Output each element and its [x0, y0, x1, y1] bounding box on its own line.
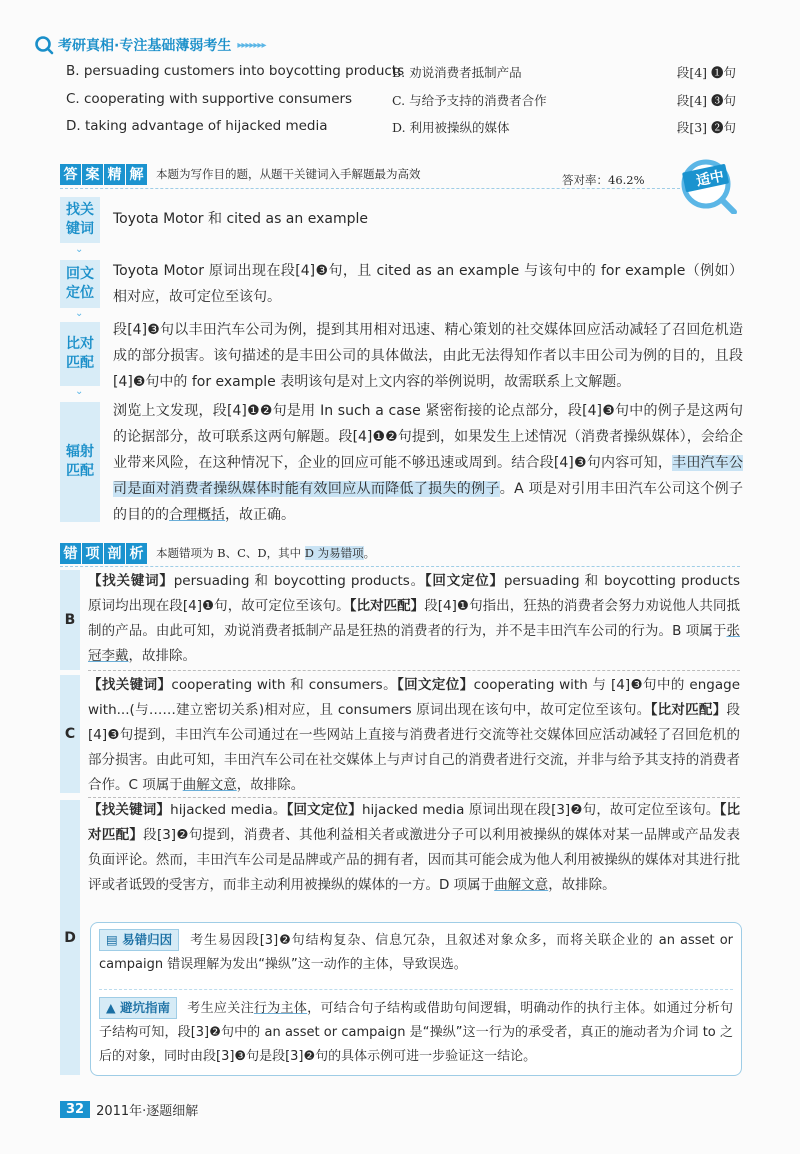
- difficulty-badge-label: 适中: [694, 168, 726, 190]
- step-text-compare: 段[4]❸句以丰田汽车公司为例，提到其用相对迅速、精心策划的社交媒体回应活动减轻了召回危机造成的部分损害。该句描述的是丰田公司的具体做法，由此无法得知作者以丰田公司为例的目的，且段[4]❸句中的 for example 表明该句是对上文内容的举例说明，故需联系上文解题。: [113, 322, 743, 390]
- option-location: 段[4] ❸句: [676, 93, 736, 108]
- text-run: ，可结合句子结构或借助句间逻辑，明确动作的执行主体。如通过分析句子结构可知，段[3]❷句中的 an asset or campaign 是“操纵”这一行为的承受者，真正的施动者为介词 to 之后的对象，同时由段[3]❸句是段[3]❷句的具体示例可进一步验证这一结论。: [99, 1001, 733, 1064]
- section-note: 本题为写作目的题，从题干关键词入手解题最为高效: [156, 167, 421, 181]
- option-c-analysis: [88, 673, 740, 798]
- option-zh: B. 劝说消费者抵制产品: [392, 65, 522, 80]
- chevron-down-icon: ⌄: [75, 244, 84, 255]
- text-run: hijacked media。: [170, 802, 287, 818]
- option-letter-d: D: [60, 800, 80, 1075]
- footer-text: 2011年·逐题细解: [96, 1104, 199, 1119]
- page-footer: [60, 1100, 198, 1119]
- label-line: 比对: [66, 336, 94, 352]
- text-run: 考生应关注: [186, 1001, 254, 1016]
- tag: 【回文定位】: [396, 677, 474, 693]
- chart-icon: ▤: [106, 932, 123, 947]
- tag: 【找关键词】: [88, 677, 172, 693]
- text-run: ，故排除。: [236, 777, 305, 793]
- option-letter-b: B: [60, 570, 80, 670]
- section-char: 项: [82, 543, 103, 564]
- underlined-text: 合理概括: [169, 507, 225, 523]
- tag: 【找关键词】: [88, 573, 174, 589]
- accuracy-rate: 答对率：46.2%: [562, 173, 645, 187]
- section-char: 剖: [104, 543, 125, 564]
- underlined-text: 行为主体: [253, 1001, 308, 1016]
- tip-tag-label: 易错归因: [122, 932, 173, 947]
- chevron-down-icon: ⌄: [75, 308, 84, 319]
- text-run: 浏览上文发现，段[4]❶❷句是用 In such a case 紧密衔接的论点部分，段[4]❸句中的例子是这两句的论据部分，故可联系这两句解题。段[4]❶❷句提到，如果发生上述情况（消费者操纵媒体），会给企业带来风险，在这种情况下，企业的回应可能不够迅速或周到。结合段[4]❸句内容可知，: [113, 403, 743, 471]
- chevron-down-icon: ⌄: [75, 386, 84, 397]
- tip-tag-label: 避坑指南: [119, 1000, 170, 1015]
- label-line: 找关: [66, 202, 94, 218]
- text-run: 。A 项是对引用丰田汽车公司这个例子的目的的: [113, 481, 744, 523]
- text-run: hijacked media 原词出现在段[3]❷句，故可定位至该句。: [361, 802, 720, 818]
- book-header: [34, 34, 265, 56]
- step-label-keywords: [60, 197, 100, 243]
- magnifier-logo-icon: [34, 35, 54, 55]
- header-arrows: ▸▸▸▸▸▸▸: [237, 39, 266, 51]
- text-run: ，故排除。: [548, 877, 616, 893]
- underlined-text: 曲解文意: [182, 777, 237, 793]
- text-run: cooperating with 和 consumers。: [171, 677, 397, 693]
- option-d-analysis: [88, 798, 740, 898]
- section-char: 解: [126, 164, 147, 185]
- section-char: 析: [126, 543, 147, 564]
- text-run: 段[3]❷句提到，消费者、其他利益相关者或激进分子可以利用被操纵的媒体对某一品牌或产品发表负面评论。然而，丰田汽车公司是品牌或产品的拥有者，因而其可能会成为他人利用被操纵的媒体对其进行批评或者诋毁的受害方，而非主动利用被操纵的媒体的一方。D 项属于: [88, 827, 740, 893]
- label-line: 辐射: [66, 444, 94, 460]
- tip-box: [90, 922, 742, 1076]
- highlighted-text: 丰田汽车公司是面对消费者操纵媒体时能有效回应从而降低了损失的例子: [113, 455, 744, 497]
- tip-tag: [99, 997, 177, 1019]
- option-zh: D. 利用被操纵的媒体: [392, 120, 510, 135]
- step-label-radiate: [60, 402, 100, 522]
- text-run: cooperating with 与 [4]❸句中的 engage with...(与……建立密切关系)相对应，且 consumers 原词出现在该句中，故可定位至该句。: [88, 677, 741, 718]
- option-location: 段[4] ❶句: [676, 65, 736, 80]
- answer-section-header: [60, 163, 421, 185]
- warning-icon: ▲: [106, 1000, 120, 1015]
- option-en: B. persuading customers into boycotting products: [66, 63, 405, 79]
- tag: 【比对匹配】: [349, 598, 425, 614]
- tag: 【回文定位】: [286, 802, 362, 818]
- option-c-row: [66, 91, 736, 113]
- tip-tag: [99, 929, 179, 951]
- section-char: 案: [82, 164, 103, 185]
- option-letter-c: C: [60, 675, 80, 793]
- error-section-header: [60, 542, 375, 564]
- option-location: 段[3] ❷句: [676, 120, 736, 135]
- divider: [99, 989, 733, 990]
- tag: 【找关键词】: [88, 802, 171, 818]
- text-run: ，故排除。: [128, 648, 196, 664]
- tag: 【比对匹配】: [88, 802, 741, 843]
- section-divider: [60, 188, 680, 190]
- step-text-locate: Toyota Motor 原词出现在段[4]❸句，且 cited as an example 与该句中的 for example（例如）相对应，故可定位至该句。: [113, 263, 743, 305]
- section-char: 错: [60, 543, 81, 564]
- option-d-row: [66, 118, 736, 140]
- step-label-locate: [60, 260, 100, 308]
- label-line: 键词: [66, 221, 94, 237]
- section-note: [156, 545, 375, 561]
- step-text-radiate: [113, 398, 743, 528]
- highlighted-text: D 为易错项: [304, 546, 364, 560]
- tip-text: 考生易因段[3]❷句结构复杂、信息冗杂，且叙述对象众多，而将关联企业的 an asset or campaign 错误理解为发出“操纵”这一动作的主体，导致误选。: [99, 933, 733, 972]
- label-line: 匹配: [66, 463, 94, 479]
- text-run: 本题错项为 B、C、D，其中: [156, 546, 305, 560]
- tip-avoid-guide: [99, 997, 733, 1069]
- step-text-keywords: Toyota Motor 和 cited as an example: [113, 211, 368, 227]
- option-en: D. taking advantage of hijacked media: [66, 118, 328, 134]
- step-label-compare: [60, 322, 100, 386]
- option-en: C. cooperating with supportive consumers: [66, 91, 353, 107]
- label-line: 匹配: [66, 355, 94, 371]
- text-run: 。: [363, 546, 376, 560]
- page-number: 32: [60, 1101, 90, 1118]
- section-divider: [60, 566, 740, 568]
- section-char: 答: [60, 164, 81, 185]
- section-char: 精: [104, 164, 125, 185]
- text-run: ，故正确。: [225, 507, 295, 523]
- option-zh: C. 与给予支持的消费者合作: [392, 93, 547, 108]
- text-run: persuading 和 boycotting products。: [173, 573, 425, 589]
- text-run: persuading 和 boycotting products 原词均出现在段[4]❶句，故可定位至该句。: [88, 573, 740, 614]
- text-run: 段[4]❸句提到，丰田汽车公司通过在一些网站上直接与消费者进行交流等社交媒体回应活动减轻了召回危机的部分损害。由此可知，丰田汽车公司在社交媒体上与声讨自己的消费者进行交流，并非与给予其支持的消费者合作。C 项属于: [88, 702, 740, 793]
- book-title: 考研真相·专注基础薄弱考生: [58, 38, 232, 54]
- divider: [88, 670, 740, 671]
- label-line: 定位: [66, 285, 94, 301]
- label-line: 回文: [66, 266, 94, 282]
- tag: 【比对匹配】: [650, 702, 727, 718]
- option-b-analysis: [88, 569, 740, 669]
- option-b-row: [66, 63, 736, 85]
- underlined-text: 曲解文意: [494, 877, 549, 893]
- text-run: 段[4]❶句指出，狂热的消费者会努力劝说他人共同抵制的产品。由此可知，劝说消费者抵制产品是狂热的消费者的行为，并不是丰田汽车公司的行为。B 项属于: [88, 598, 740, 639]
- tag: 【回文定位】: [424, 573, 504, 589]
- underlined-text: 张冠李戴: [88, 623, 740, 664]
- tip-error-cause: [99, 929, 733, 977]
